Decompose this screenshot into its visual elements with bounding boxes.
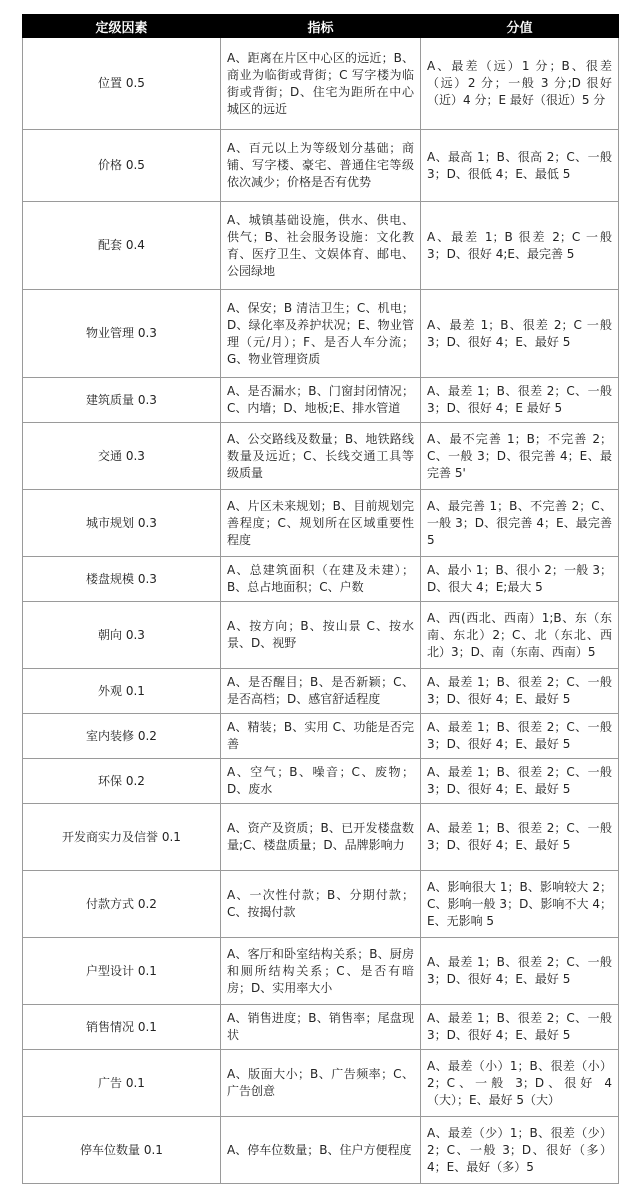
table-row <box>23 423 619 490</box>
indicator-cell: A、是否漏水；B、门窗封闭情况；C、内墙；D、地板;E、排水管道 <box>221 378 421 423</box>
indicator-cell: A、资产及资质；B、已开发楼盘数量;C、楼盘质量；D、品牌影响力 <box>221 804 421 871</box>
score-cell: A、西(西北、西南）1;B、东（东南、东北）2；C、北（东北、西北）3；D、南（东南、西南）5 <box>421 602 619 669</box>
indicator-cell: A、版面大小；B、广告频率；C、广告创意 <box>221 1050 421 1117</box>
score-cell: A、最差 1；B、很差 2；C、一般 3；D、很好 4；E、最好 5 <box>421 714 619 759</box>
factor-cell: 楼盘规模 0.3 <box>23 557 221 602</box>
factor-cell: 停车位数量 0.1 <box>23 1117 221 1184</box>
factor-cell: 价格 0.5 <box>23 130 221 202</box>
indicator-cell: A、是否醒目；B、是否新颖；C、是否高档；D、感官舒适程度 <box>221 669 421 714</box>
factor-cell: 销售情况 0.1 <box>23 1005 221 1050</box>
factor-cell: 环保 0.2 <box>23 759 221 804</box>
table-row <box>23 290 619 378</box>
score-cell: A、最小 1；B、很小 2；一般 3；D、很大 4；E;最大 5 <box>421 557 619 602</box>
table-row <box>23 38 619 130</box>
table-row <box>23 714 619 759</box>
factor-cell: 外观 0.1 <box>23 669 221 714</box>
factor-cell: 付款方式 0.2 <box>23 871 221 938</box>
table-row <box>23 490 619 557</box>
indicator-cell: A、公交路线及数量；B、地铁路线数量及远近；C、长线交通工具等级质量 <box>221 423 421 490</box>
factor-cell: 建筑质量 0.3 <box>23 378 221 423</box>
table-row <box>23 804 619 871</box>
score-cell: A、最高 1；B、很高 2；C、一般 3；D、很低 4；E、最低 5 <box>421 130 619 202</box>
indicator-cell: A、总建筑面积（在建及未建）；B、总占地面积；C、户数 <box>221 557 421 602</box>
indicator-cell: A、精装；B、实用 C、功能是否完善 <box>221 714 421 759</box>
factor-cell: 城市规划 0.3 <box>23 490 221 557</box>
score-cell: A、最差 1；B、很差 2；C、一般 3；D、很好 4；E、最好 5 <box>421 804 619 871</box>
score-cell: A、最差 1；B、很差 2；C、一般 3；D、很好 4；E 最好 5 <box>421 378 619 423</box>
table-row <box>23 378 619 423</box>
indicator-cell: A、距离在片区中心区的远近；B、商业为临街或背街；C 写字楼为临街或背街；D、住宅为距所在中心城区的远近 <box>221 38 421 130</box>
table-header-row <box>23 15 619 38</box>
header-indicator: 指标 <box>221 15 421 38</box>
score-cell: A、最差 1；B、很差 2；C、一般 3；D、很好 4；E、最好 5 <box>421 1005 619 1050</box>
indicator-cell: A、一次性付款；B、分期付款；C、按揭付款 <box>221 871 421 938</box>
table-row <box>23 1005 619 1050</box>
table-row <box>23 602 619 669</box>
indicator-cell: A、按方向；B、按山景 C、按水景、D、视野 <box>221 602 421 669</box>
factor-cell: 室内装修 0.2 <box>23 714 221 759</box>
factor-cell: 交通 0.3 <box>23 423 221 490</box>
factor-cell: 开发商实力及信誉 0.1 <box>23 804 221 871</box>
score-cell: A、最差 1；B、很差 2；C、一般 3；D、很好 4；E、最好 5 <box>421 938 619 1005</box>
score-cell: A、最差 1；B、很差 2；C、一般 3；D、很好 4；E、最好 5 <box>421 759 619 804</box>
score-cell: A、最差（远）1 分；B、很差（远）2 分；一般 3 分;D 很好（近）4 分；E 最好（很近）5 分 <box>421 38 619 130</box>
factor-cell: 户型设计 0.1 <box>23 938 221 1005</box>
header-factor: 定级因素 <box>23 15 221 38</box>
score-cell: A、最差（小）1；B、很差（小）2；C、一般 3；D、很好 4（大）；E、最好 5（大） <box>421 1050 619 1117</box>
table-row <box>23 669 619 714</box>
indicator-cell: A、空气；B、噪音；C、废物；D、废水 <box>221 759 421 804</box>
indicator-cell: A、停车位数量；B、住户方便程度 <box>221 1117 421 1184</box>
score-cell: A、最差 1；B、很差 2；C 一般 3；D、很好 4；E、最好 5 <box>421 290 619 378</box>
table-row <box>23 130 619 202</box>
table-row <box>23 1050 619 1117</box>
indicator-cell: A、百元以上为等级划分基础；商铺、写字楼、豪宅、普通住宅等级依次减少；价格是否有优势 <box>221 130 421 202</box>
factor-cell: 广告 0.1 <box>23 1050 221 1117</box>
table-row <box>23 557 619 602</box>
factor-cell: 物业管理 0.3 <box>23 290 221 378</box>
rating-factors-table <box>22 14 619 1184</box>
factor-cell: 位置 0.5 <box>23 38 221 130</box>
score-cell: A、最不完善 1；B；不完善 2；C、一般 3；D、很完善 4；E、最完善 5' <box>421 423 619 490</box>
score-cell: A、最差 1；B 很差 2；C 一般 3；D、很好 4;E、最完善 5 <box>421 202 619 290</box>
score-cell: A、最完善 1；B、不完善 2；C、一般 3；D、很完善 4；E、最完善 5 <box>421 490 619 557</box>
table-row <box>23 759 619 804</box>
table-row <box>23 202 619 290</box>
table-row <box>23 1117 619 1184</box>
factor-cell: 朝向 0.3 <box>23 602 221 669</box>
indicator-cell: A、客厅和卧室结构关系；B、厨房和厕所结构关系；C、是否有暗房；D、实用率大小 <box>221 938 421 1005</box>
factor-cell: 配套 0.4 <box>23 202 221 290</box>
indicator-cell: A、销售进度；B、销售率；尾盘现状 <box>221 1005 421 1050</box>
score-cell: A、影响很大 1；B、影响较大 2；C、影响一般 3；D、影响不大 4；E、无影响 5 <box>421 871 619 938</box>
header-score: 分值 <box>421 15 619 38</box>
score-cell: A、最差（少）1；B、很差（少）2；C、一般 3；D、很好（多）4；E、最好（多）5 <box>421 1117 619 1184</box>
table-row <box>23 871 619 938</box>
indicator-cell: A、城镇基础设施，供水、供电、供气；B、社会服务设施：文化教育、医疗卫生、文娱体育、邮电、公园绿地 <box>221 202 421 290</box>
table-row <box>23 938 619 1005</box>
indicator-cell: A、保安；B 清洁卫生；C、机电；D、绿化率及养护状况；E、物业管理（元/月）；F、是否人车分流；G、物业管理资质 <box>221 290 421 378</box>
indicator-cell: A、片区未来规划；B、目前规划完善程度；C、规划所在区域重要性程度 <box>221 490 421 557</box>
score-cell: A、最差 1；B、很差 2；C、一般 3；D、很好 4；E、最好 5 <box>421 669 619 714</box>
